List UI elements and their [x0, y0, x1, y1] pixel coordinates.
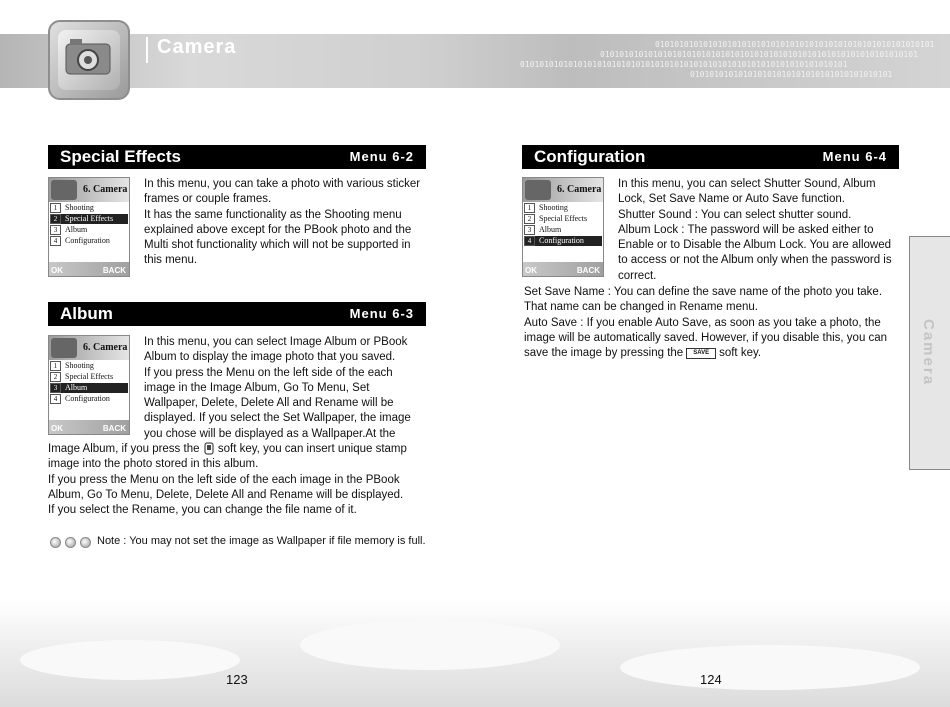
binary-row: 010101010101010101010101010101010101010101: [690, 70, 893, 79]
phone-menu-item: 4 Configuration: [50, 236, 128, 246]
phone-ok-softkey: OK: [525, 266, 537, 275]
section-title: Special Effects: [60, 147, 181, 166]
album-text-side: In this menu, you can select Image Album or PBook Album to display the image photo that you saved. If you press the Menu on the left side of the each image in the Image Album, Go To Menu, Set Wallpaper, Delete, Delete All and Rename will be displayed. If you select the Set Wallpaper, the image you chose will be displayed as a Wallpaper.At the: [144, 336, 411, 440]
album-header: [48, 302, 426, 326]
section-title: Album: [60, 304, 113, 323]
binary-row: 010101010101010101010101010101010101010101010101010101010101010101: [600, 50, 918, 59]
phone-menu-item: 4 Configuration: [50, 394, 128, 404]
camera-logo: [48, 20, 130, 100]
phone-menu-title: 6. Camera: [557, 184, 602, 195]
section-title: Configuration: [534, 147, 646, 166]
phone-menu-screenshot: [48, 177, 130, 277]
note-bullet-icon: [50, 537, 61, 548]
phone-menu-item: 2 Special Effects: [524, 214, 602, 224]
phone-back-softkey: BACK: [102, 424, 126, 433]
phone-menu-item: 2 Special Effects: [50, 372, 128, 382]
binary-row: 0101010101010101010101010101010101010101010101010101010101: [655, 40, 935, 49]
phone-menu-item: 1 Shooting: [50, 203, 128, 213]
note-bullet-icon: [65, 537, 76, 548]
configuration-text-side: In this menu, you can select Shutter Sound, Album Lock, Set Save Name or Auto Save function. Shutter Sound : You can select shutter sound. Album Lock : The password will be asked either to Enable or to Disable the Album Lock. You are allowed to access or not the Album only when the password is correct.: [618, 178, 892, 282]
phone-ok-softkey: OK: [51, 266, 63, 275]
phone-menu-item: 3 Album: [50, 383, 128, 393]
page-number-right: 124: [700, 672, 722, 687]
page-title: Camera: [157, 36, 237, 58]
phone-menu-screenshot: [48, 335, 130, 435]
phone-menu-screenshot: [522, 177, 604, 277]
phone-ok-softkey: OK: [51, 424, 63, 433]
phone-back-softkey: BACK: [576, 266, 600, 275]
phone-menu-item: 1 Shooting: [524, 203, 602, 213]
note-bullet-icon: [80, 537, 91, 548]
page-number-left: 123: [226, 672, 248, 687]
phone-menu-item: 4 Configuration: [524, 236, 602, 246]
menu-number: Menu 6-4: [822, 149, 887, 164]
menu-number: Menu 6-3: [349, 306, 414, 321]
title-divider: [146, 37, 148, 63]
stamp-key-icon: [203, 442, 215, 455]
configuration-header: [522, 145, 899, 169]
camera-icon: [58, 30, 120, 90]
note-text: Note : You may not set the image as Wallpaper if file memory is full.: [97, 535, 426, 547]
configuration-text-full: Set Save Name : You can define the save name of the photo you take. That name can be changed in Rename menu. Auto Save : If you enable Auto Save, as soon as you take a photo, the image will be automatically saved. However, if you disable this, you can save the image by pressing the SAVE soft key.: [524, 285, 904, 361]
menu-number: Menu 6-2: [349, 149, 414, 164]
special-effects-header: [48, 145, 426, 169]
phone-menu-item: 3 Album: [524, 225, 602, 235]
side-tab-label: Camera: [920, 319, 937, 387]
binary-row: 01010101010101010101010101010101010101010101010101010101010101010101: [520, 60, 848, 69]
phone-menu-item: 1 Shooting: [50, 361, 128, 371]
phone-menu-title: 6. Camera: [83, 184, 128, 195]
save-line: save the image by pressing the SAVE soft key.: [524, 347, 762, 360]
phone-back-softkey: BACK: [102, 266, 126, 275]
special-effects-text: In this menu, you can take a photo with various sticker frames or couple frames. It has the same functionality as the Shooting menu explained above except for the PBook photo and the Multi shot functionality which will not be supported in this menu.: [144, 178, 421, 267]
header-banner: [0, 34, 950, 88]
stamp-line: Image Album, if you press the soft key, you can insert unique stamp: [48, 443, 407, 455]
phone-menu-title: 6. Camera: [83, 342, 128, 353]
chapter-side-tab: [909, 236, 950, 470]
cloud-background: [0, 600, 950, 707]
phone-menu-item: 3 Album: [50, 225, 128, 235]
album-text-full: Image Album, if you press the soft key, you can insert unique stamp image into the photo stored in this album. If you press the Menu on the left side of the each image in the PBook Album, Go To Menu, Delete, Delete All and Rename will be displayed. If you select the Rename, you can change the file name of it.: [48, 442, 433, 518]
phone-menu-item: 2 Special Effects: [50, 214, 128, 224]
save-key-icon: SAVE: [686, 348, 716, 359]
